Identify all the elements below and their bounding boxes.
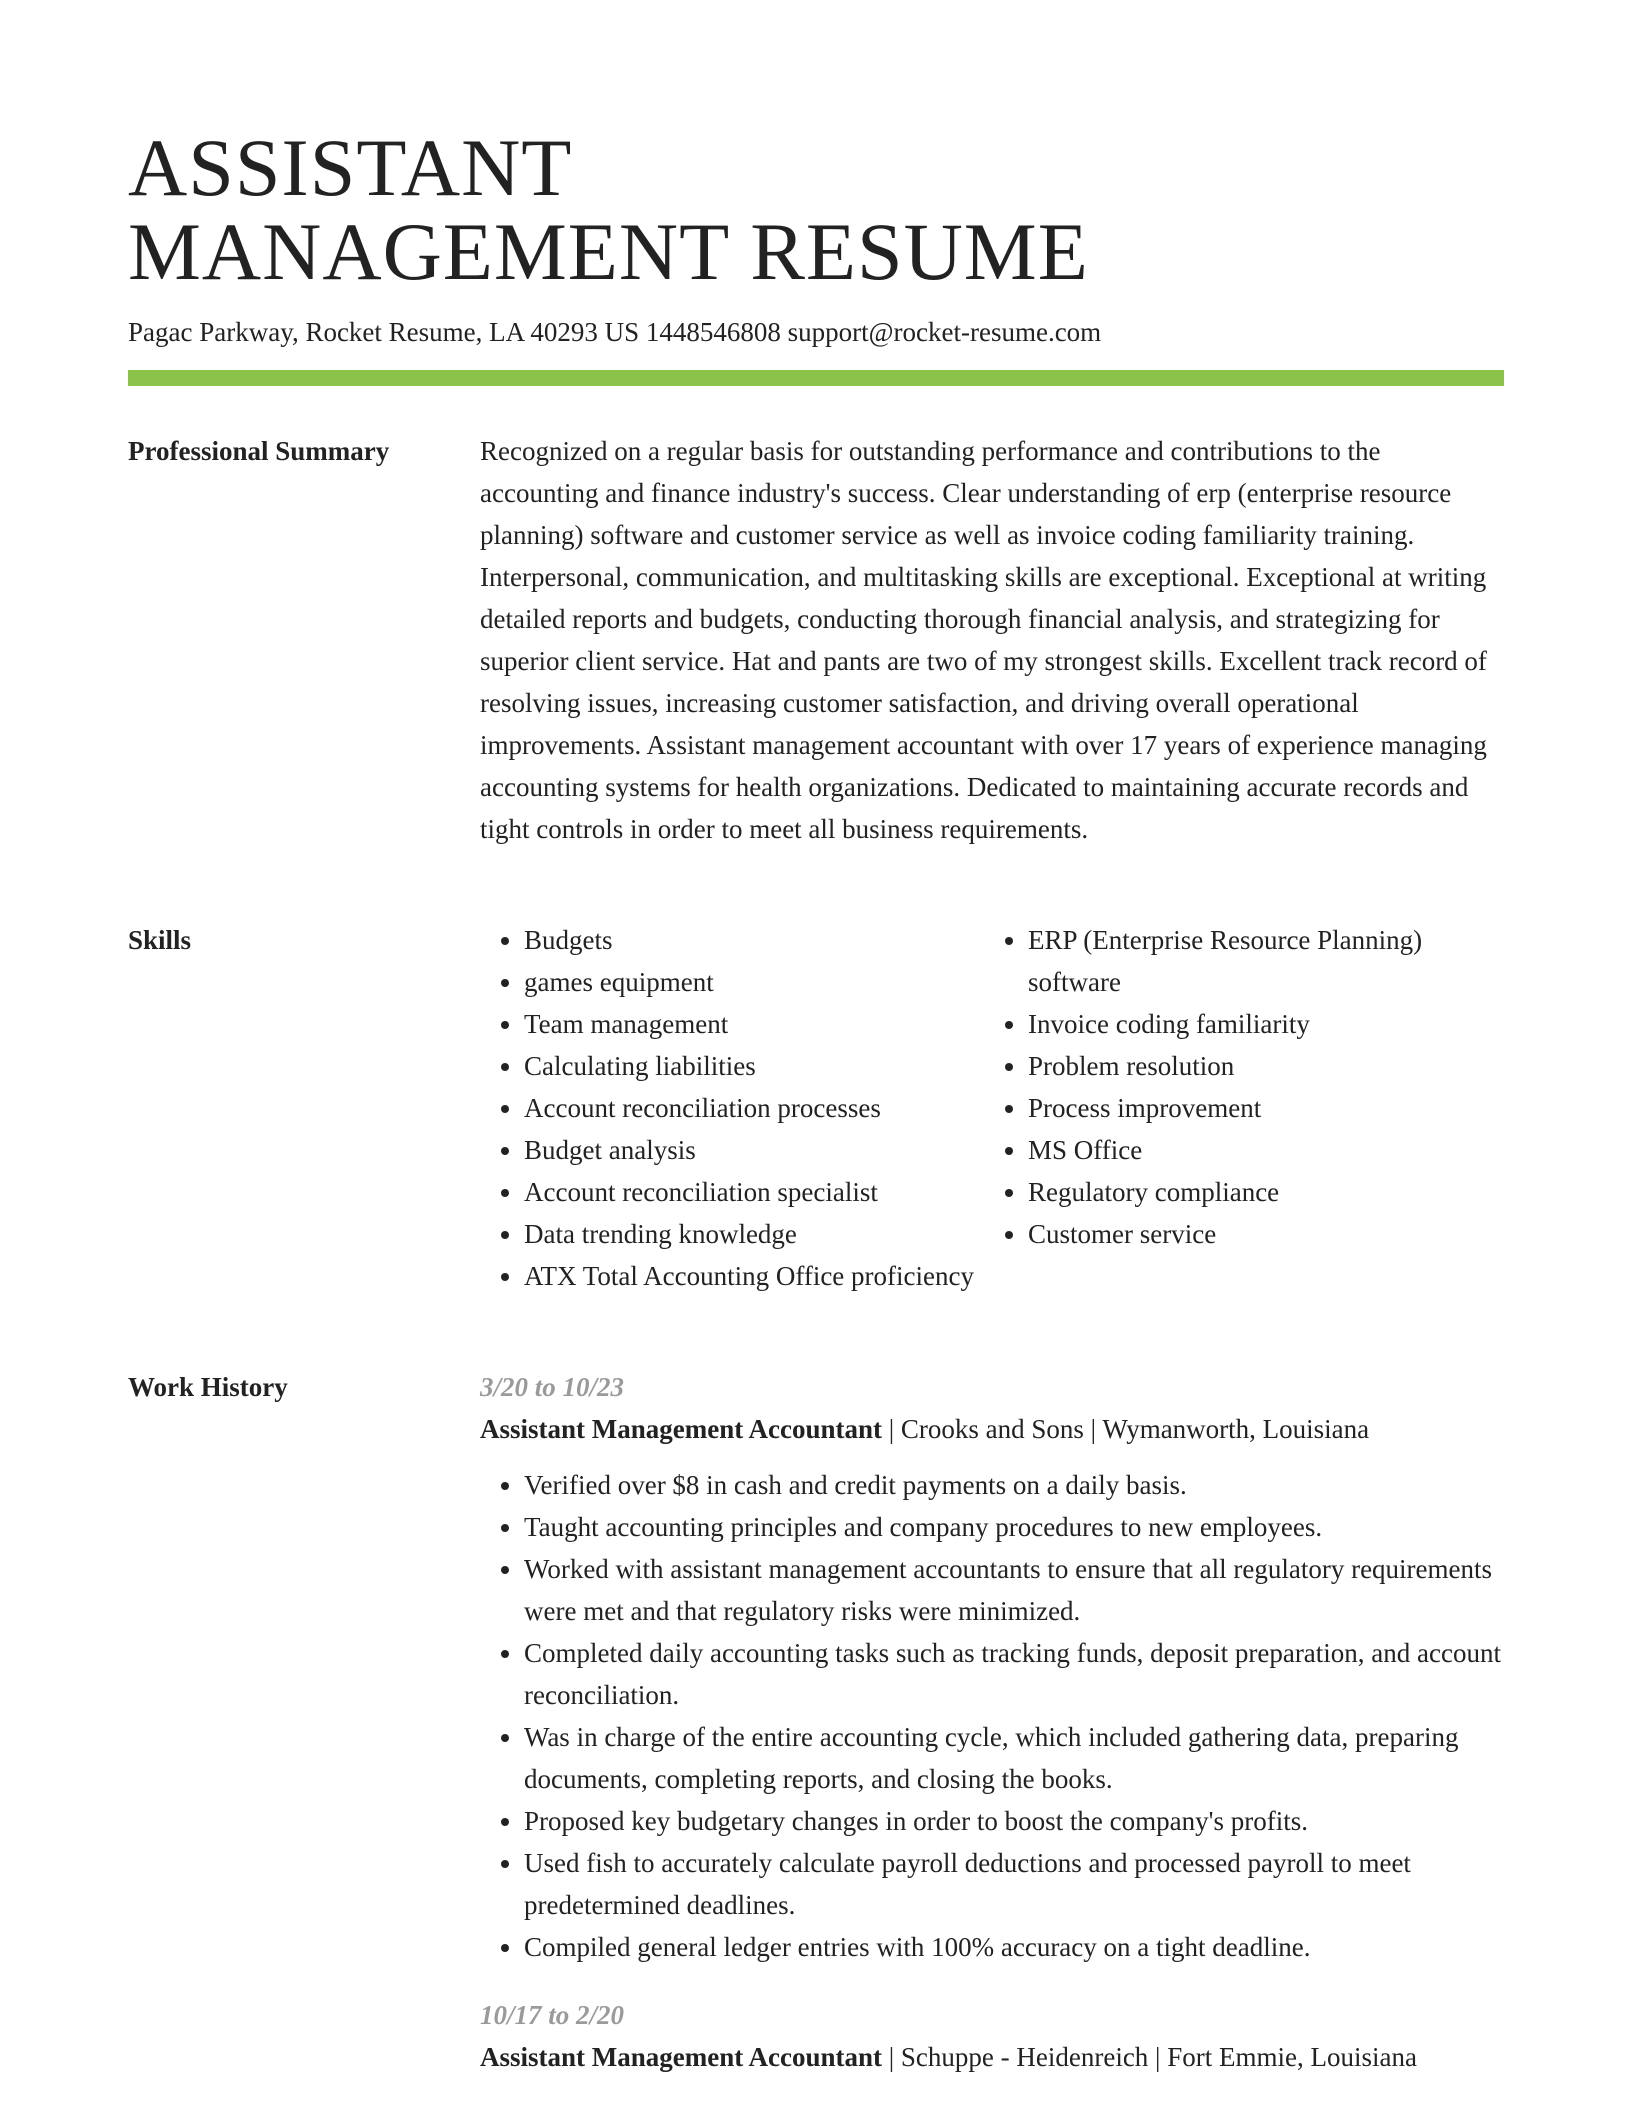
job-bullet: • Proposed key budgetary changes in order to boost the company's profits. — [524, 1800, 1504, 1842]
job-bullets — [480, 1464, 1504, 1968]
header-divider — [128, 370, 1504, 386]
skill-item: • Data trending knowledge — [524, 1213, 984, 1255]
job-employer-location: | Crooks and Sons | Wymanworth, Louisiana — [882, 1414, 1370, 1444]
job-role: Assistant Management Accountant — [480, 1414, 882, 1444]
job-title-line — [480, 1408, 1504, 1450]
contact-info: Pagac Parkway, Rocket Resume, LA 40293 US 1448546808 support@rocket-resume.com — [128, 317, 1102, 347]
work-history-section — [128, 1366, 1504, 2112]
job-bullet: • Taught accounting principles and company procedures to new employees. — [524, 1506, 1504, 1548]
job-dates: 3/20 to 10/23 — [480, 1372, 625, 1402]
skill-item: • Problem resolution — [1028, 1045, 1504, 1087]
skills-column-2 — [984, 919, 1504, 1297]
skills-section — [128, 919, 1504, 1339]
skill-item: • Team management — [524, 1003, 984, 1045]
skill-item: • Regulatory compliance — [1028, 1171, 1504, 1213]
work-history-heading: Work History — [128, 1372, 288, 1402]
job-title-line — [480, 2036, 1504, 2078]
job-bullet: • Compiled general ledger entries with 100% accuracy on a tight deadline. — [524, 1926, 1504, 1968]
job-role: Assistant Management Accountant — [480, 2042, 882, 2072]
title-line-2: MANAGEMENT RESUME — [128, 206, 1089, 297]
job-entry — [480, 1366, 1504, 1968]
skills-heading: Skills — [128, 925, 192, 955]
skill-item: • ERP (Enterprise Resource Planning) software — [1028, 919, 1504, 1003]
work-history-body — [480, 1366, 1504, 2078]
job-bullet: • Completed daily accounting tasks such as tracking funds, deposit preparation, and account reconciliation. — [524, 1632, 1504, 1716]
skill-item: • Invoice coding familiarity — [1028, 1003, 1504, 1045]
skills-body — [480, 919, 1504, 1297]
job-dates: 10/17 to 2/20 — [480, 2000, 625, 2030]
skill-item: • Budget analysis — [524, 1129, 984, 1171]
skill-item: • Process improvement — [1028, 1087, 1504, 1129]
skill-item: • Account reconciliation specialist — [524, 1171, 984, 1213]
summary-heading: Professional Summary — [128, 436, 390, 466]
job-bullet: • Used fish to accurately calculate payroll deductions and processed payroll to meet predetermined deadlines. — [524, 1842, 1504, 1926]
summary-text: Recognized on a regular basis for outstanding performance and contributions to the accounting and finance industry's success. Clear understanding of erp (enterprise resource planning) software and customer service as well as invoice coding familiarity training. Interpersonal, communication, and multitasking skills are exceptional. Exceptional at writing detailed reports and budgets, conducting thorough financial analysis, and strategizing for superior client service. Hat and pants are two of my strongest skills. Excellent track record of resolving issues, increasing customer satisfaction, and driving overall operational improvements. Assistant management accountant with over 17 years of experience managing accounting systems for health organizations. Dedicated to maintaining accurate records and tight controls in order to meet all business requirements. — [480, 436, 1487, 844]
summary-section — [128, 430, 1504, 890]
skill-item: • Customer service — [1028, 1213, 1504, 1255]
skill-item: • Account reconciliation processes — [524, 1087, 984, 1129]
job-bullet: • Was in charge of the entire accounting cycle, which included gathering data, preparing documents, completing reports, and closing the books. — [524, 1716, 1504, 1800]
skill-item: • Calculating liabilities — [524, 1045, 984, 1087]
job-entry — [480, 1994, 1504, 2078]
skill-item: • MS Office — [1028, 1129, 1504, 1171]
resume-header — [128, 122, 1504, 348]
job-bullet: • Worked with assistant management accountants to ensure that all regulatory requirements were met and that regulatory risks were minimized. — [524, 1548, 1504, 1632]
resume-title — [128, 122, 1504, 297]
skill-item: • games equipment — [524, 961, 984, 1003]
title-line-1: ASSISTANT — [128, 122, 573, 213]
summary-body — [480, 430, 1504, 850]
skill-item: • Budgets — [524, 919, 984, 961]
job-employer-location: | Schuppe - Heidenreich | Fort Emmie, Louisiana — [882, 2042, 1417, 2072]
skills-column-1 — [480, 919, 984, 1297]
skill-item: • ATX Total Accounting Office proficiency — [524, 1255, 984, 1297]
job-bullet: • Verified over $8 in cash and credit payments on a daily basis. — [524, 1464, 1504, 1506]
